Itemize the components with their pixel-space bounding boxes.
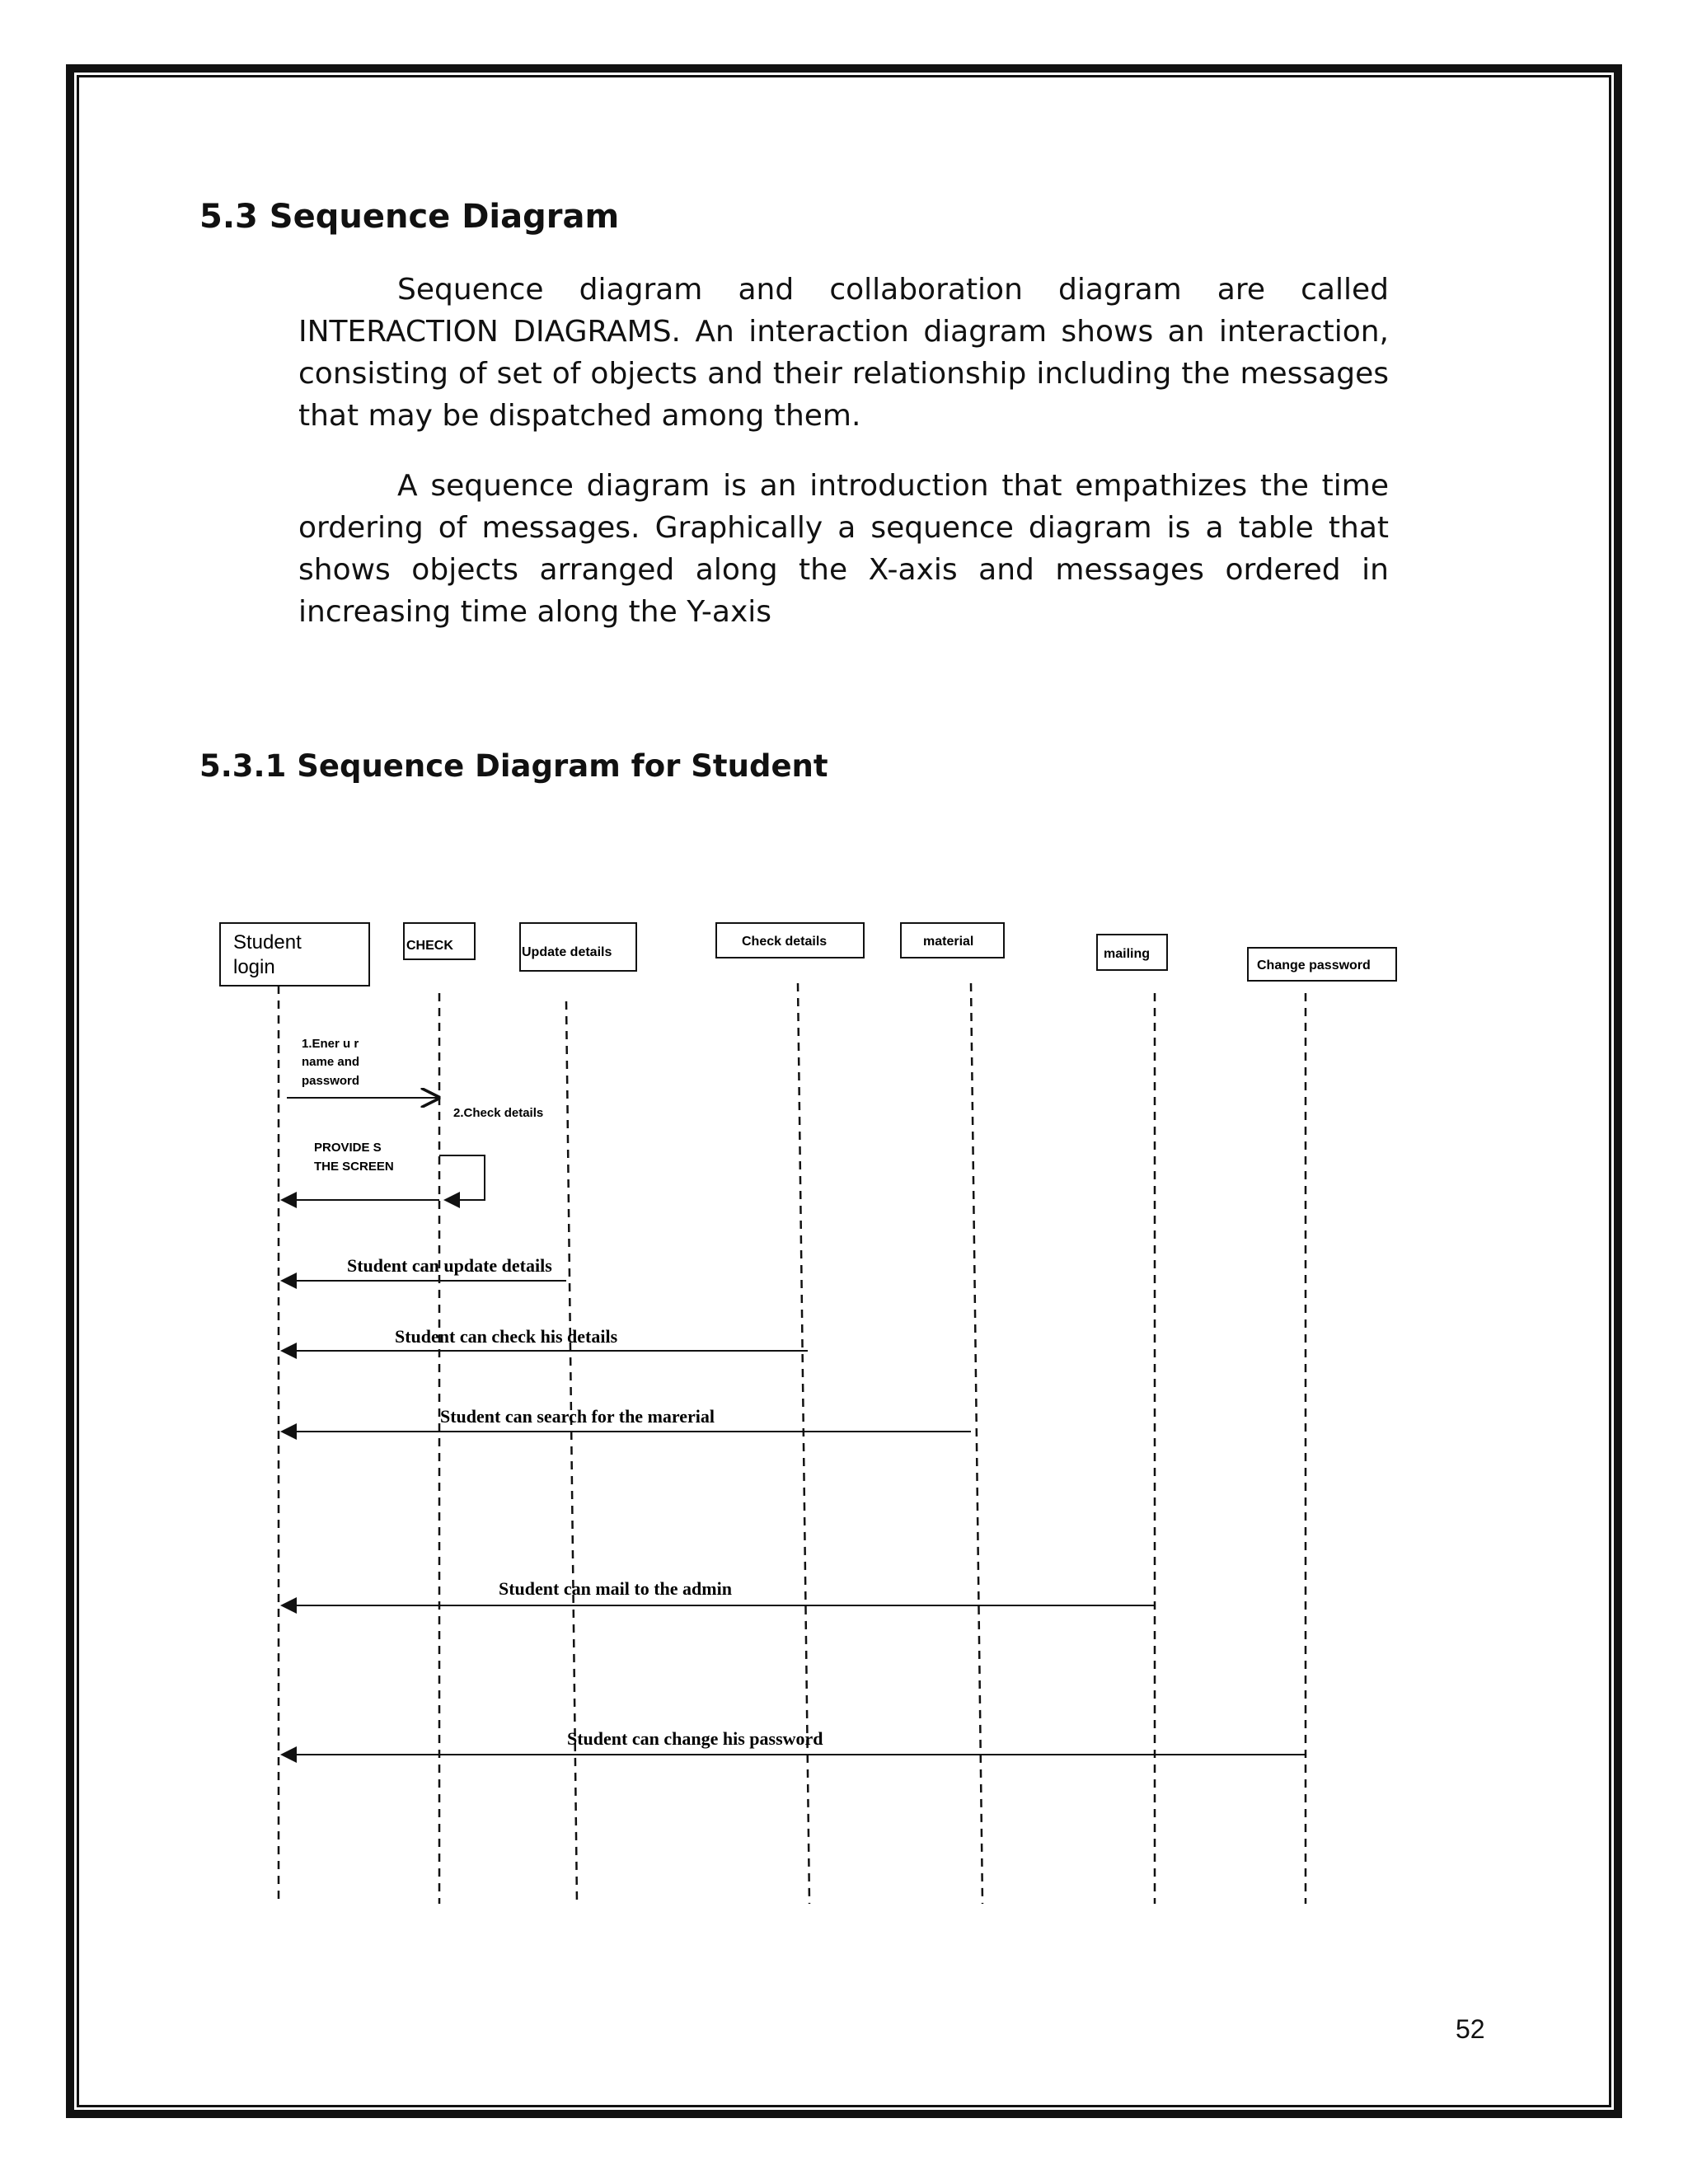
paragraph-1: Sequence diagram and collaboration diagram are called INTERACTION DIAGRAMS. An interaction diagram shows an interaction, consisting of set of objects and their relationship including the messages that may be dispatched among them.	[298, 273, 1389, 433]
object-update-details-label: Update details	[522, 945, 612, 959]
message-check-label: Student can check his details	[395, 1326, 618, 1347]
object-student-login-line2: login	[233, 956, 275, 978]
note-provide-line2: THE SCREEN	[314, 1160, 394, 1174]
lifelines	[279, 983, 1306, 1904]
lifeline-check-details	[798, 983, 809, 1904]
object-update-details	[520, 923, 636, 971]
note-enter-line3: password	[302, 1074, 360, 1088]
object-check-label: CHECK	[406, 939, 453, 953]
object-material-label: material	[923, 935, 974, 949]
section-heading: 5.3 Sequence Diagram	[199, 198, 620, 236]
object-material	[901, 923, 1004, 958]
message-mail-label: Student can mail to the admin	[499, 1578, 732, 1599]
subsection-heading: 5.3.1 Sequence Diagram for Student	[199, 748, 828, 784]
object-student-login	[220, 923, 369, 986]
note-provide-line1: PROVIDE S	[314, 1141, 382, 1155]
object-mailing-label: mailing	[1104, 947, 1151, 961]
object-check	[404, 923, 475, 959]
note-enter-line2: name and	[302, 1055, 360, 1069]
object-change-password-label: Change password	[1257, 958, 1371, 972]
lifeline-update-details	[566, 1001, 577, 1904]
object-student-login-line1: Student	[233, 931, 302, 954]
object-change-password	[1248, 948, 1396, 981]
message-search-label: Student can search for the marerial	[440, 1406, 715, 1427]
note-enter-line1: 1.Ener u r	[302, 1037, 359, 1051]
object-check-details-label: Check details	[742, 935, 828, 949]
paragraph-2: A sequence diagram is an introduction that empathizes the time ordering of messages. Graphically a sequence diagram is a table that shows objects arranged along the X-axis and messages ordered in increasing time along the Y-axis	[298, 469, 1389, 629]
note-check-details: 2.Check details	[453, 1106, 544, 1120]
object-check-details	[716, 923, 864, 958]
message-update-label: Student can update details	[347, 1255, 552, 1276]
lifeline-material	[971, 983, 982, 1904]
object-mailing	[1097, 935, 1167, 970]
self-message-check-loop	[439, 1155, 485, 1200]
page-number: 52	[1456, 2014, 1485, 2044]
message-password-label: Student can change his password	[567, 1728, 823, 1749]
